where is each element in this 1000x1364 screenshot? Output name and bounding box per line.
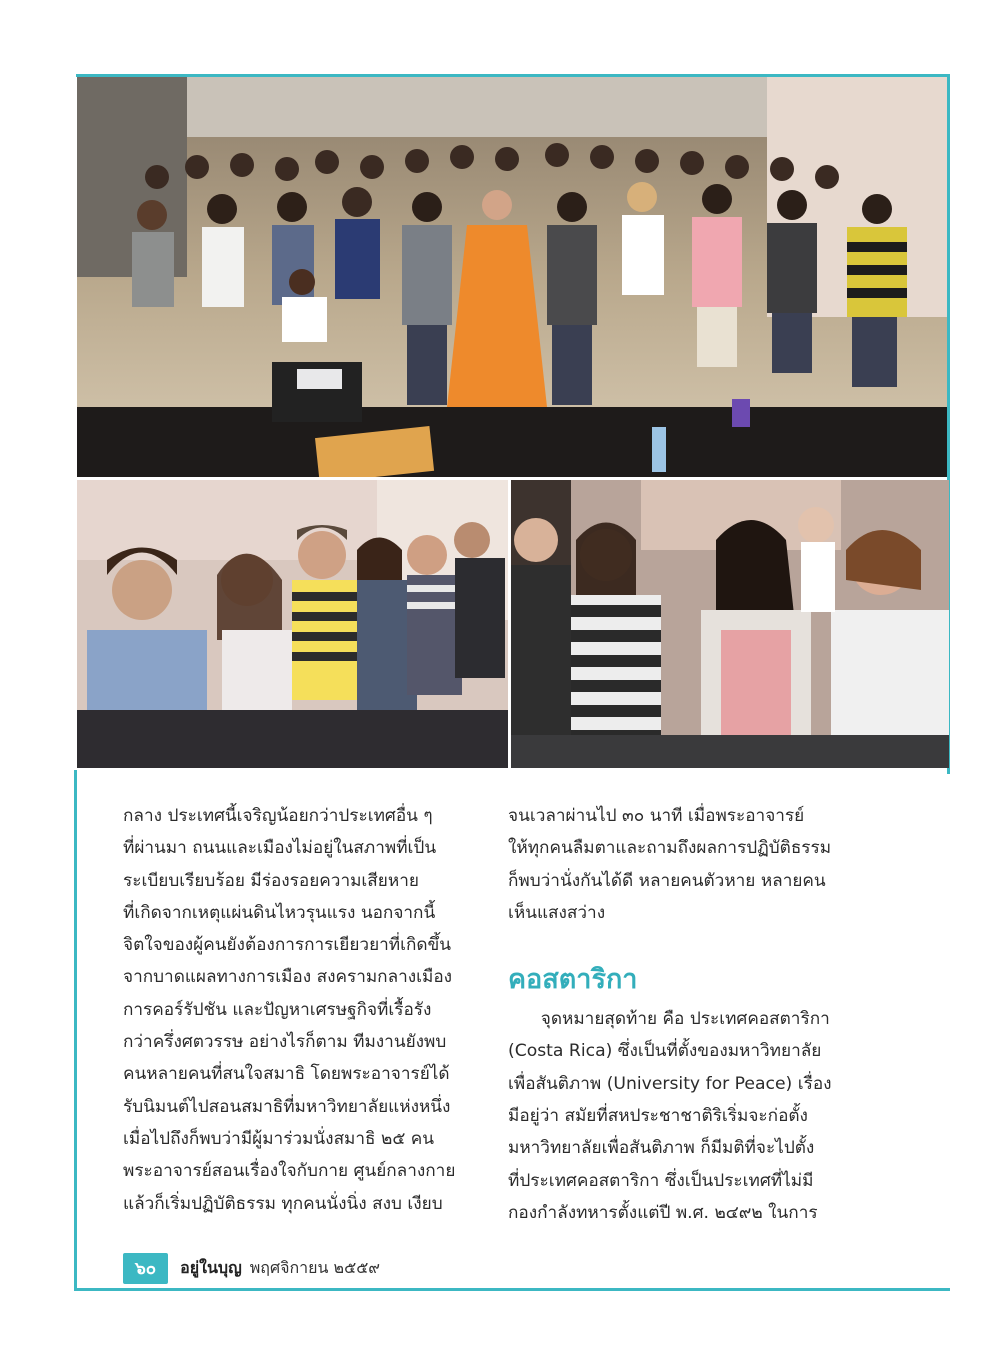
text-line: คนหลายคนที่สนใจสมาธิ โดยพระอาจารย์ได้	[123, 1064, 450, 1085]
page-number: ๖๐	[123, 1253, 168, 1284]
text-line: พระอาจารย์สอนเรื่องใจกับกาย ศูนย์กลางกาย	[123, 1161, 456, 1182]
text-line: การคอร์รัปชัน และปัญหาเศรษฐกิจที่เรื้อรัง	[123, 999, 432, 1020]
frame-bottom-border	[74, 1288, 950, 1291]
text-line: เมื่อไปถึงก็พบว่ามีผู้มาร่วมนั่งสมาธิ ๒๕ คน	[123, 1128, 435, 1149]
article-column-left	[123, 800, 471, 1220]
frame-left-border	[74, 770, 77, 1290]
text-line: กองกำลังทหารตั้งแต่ปี พ.ศ. ๒๔๙๒ ในการ	[508, 1202, 818, 1223]
meditation-photo-left	[77, 480, 508, 768]
text-line: จิตใจของผู้คนยังต้องการการเยียวยาที่เกิดขึ้น	[123, 935, 452, 956]
text-line: กลาง ประเทศนี้เจริญน้อยกว่าประเทศอื่น ๆ	[123, 806, 433, 826]
group-photo	[77, 77, 947, 477]
text-line: รับนิมนต์ไปสอนสมาธิที่มหาวิทยาลัยแห่งหนึ่ง	[123, 1096, 451, 1117]
meditation-photo-right	[511, 480, 949, 768]
text-line: ที่ประเทศคอสตาริกา ซึ่งเป็นประเทศที่ไม่มี	[508, 1170, 814, 1191]
text-line: จากบาดแผลทางการเมือง สงครามกลางเมือง	[123, 967, 453, 988]
text-line: จุดหมายสุดท้าย คือ ประเทศคอสตาริกา	[508, 1009, 830, 1030]
text-line: มหาวิทยาลัยเพื่อสันติภาพ ก็มีมติที่จะไปตั้ง	[508, 1138, 815, 1159]
text-line: (Costa Rica) ซึ่งเป็นที่ตั้งของมหาวิทยาลัย	[508, 1041, 822, 1062]
text-line: มีอยู่ว่า สมัยที่สหประชาชาติริเริ่มจะก่อตั้ง	[508, 1106, 808, 1127]
text-line: จนเวลาผ่านไป ๓๐ นาที เมื่อพระอาจารย์	[508, 806, 805, 826]
text-line: ที่เกิดจากเหตุแผ่นดินไหวรุนแรง นอกจากนี้	[123, 902, 436, 923]
text-line: ให้ทุกคนลืมตาและถามถึงผลการปฏิบัติธรรม	[508, 838, 832, 859]
publication-name: อยู่ในบุญ	[180, 1257, 242, 1277]
issue-date: พฤศจิกายน ๒๕๕๙	[249, 1257, 381, 1277]
page-footer	[123, 1254, 380, 1282]
section-heading: คอสตาริกา	[508, 964, 638, 996]
text-line: ก็พบว่านั่งกันได้ดี หลายคนตัวหาย หลายคน	[508, 870, 826, 891]
text-line: ระเบียบเรียบร้อย มีร่องรอยความเสียหาย	[123, 870, 419, 891]
article-column-right	[508, 800, 858, 1229]
text-line: กว่าครึ่งศตวรรษ อย่างไรก็ตาม ทีมงานยังพบ	[123, 1032, 447, 1053]
text-line: แล้วก็เริ่มปฏิบัติธรรม ทุกคนนั่งนิ่ง สงบ เงียบ	[123, 1193, 443, 1214]
text-line: ที่ผ่านมา ถนนและเมืองไม่อยู่ในสภาพที่เป็น	[123, 838, 437, 859]
text-line: เพื่อสันติภาพ (University for Peace) เรื่อง	[508, 1073, 832, 1094]
text-line: เห็นแสงสว่าง	[508, 902, 606, 923]
